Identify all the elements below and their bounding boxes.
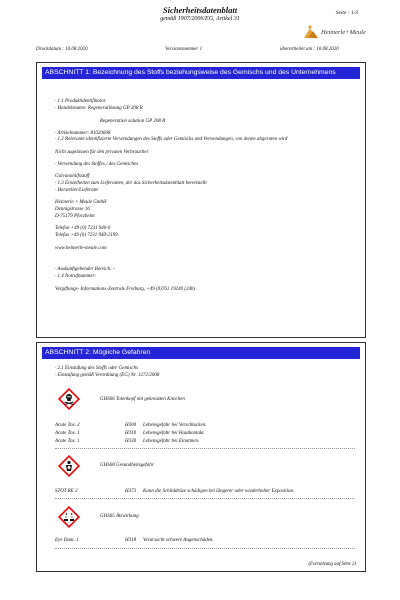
- divider: [55, 448, 355, 449]
- ghs05-label: GHS05 Ätzwirkung: [100, 514, 139, 519]
- manufacturer-label: · Hersteller/Lieferant:: [55, 188, 100, 193]
- document-title: Sicherheitsdatenblatt: [162, 5, 238, 15]
- company-name: Heimerle + Meule GmbH: [55, 200, 107, 205]
- not-for-private-use: Nicht zugelassen für den privaten Verbraucher.: [55, 150, 150, 155]
- health-hazard-icon: [58, 455, 80, 477]
- corrosion-icon: [58, 506, 80, 528]
- supplier-details-label: · 1.3 Einzelheiten zum Lieferanten, der das Sicherheitsdatenblatt bereitstellt: [55, 181, 207, 186]
- info-department: · Auskunftgebender Bereich: -: [55, 267, 115, 272]
- product-identifier-label: · 1.1 Produktidentifikator: [55, 99, 106, 104]
- use-value: Galvanohilfsstoff: [55, 174, 90, 179]
- skull-crossbones-icon: [58, 388, 80, 410]
- company-fax: Telefax +49 (0) 7231 940-2199: [55, 233, 118, 238]
- document-subtitle: gemäß 1907/2006/EG, Artikel 31: [160, 16, 240, 22]
- article-number: · Artikelnummer: 81020608: [55, 131, 111, 136]
- trade-name: · Handelsname: Regeneratlösung GP 208 R: [55, 106, 143, 111]
- classification-label: · 2.1 Einstufung des Stoffs oder Gemischs: [55, 366, 139, 371]
- print-date: Druckdatum : 10.08.2020: [36, 47, 88, 52]
- regulation-label: · Einstufung gemäß Verordnung (EG) Nr. 1272/2008: [55, 373, 160, 378]
- divider: [55, 498, 355, 499]
- section-2-heading: ABSCHNITT 2: Mögliche Gefahren: [42, 347, 360, 359]
- emergency-number-value: Vergiftungs- Informations-Zentrale Freiburg, +49 (0)761 19240 (24h): [55, 287, 196, 292]
- ghs06-label: GHS06 Totenkopf mit gekreuzten Knochen: [100, 397, 185, 402]
- emergency-number-label: · 1.4 Notrufnummer:: [55, 274, 97, 279]
- company-street: Dennigstrasse 16: [55, 207, 90, 212]
- section-1-heading: ABSCHNITT 1: Bezeichnung des Stoffs beziehungsweise des Gemischs und des Unternehmens: [42, 67, 360, 79]
- company-website[interactable]: www.heimerle-meule.com: [55, 246, 107, 251]
- logo-text: Heimerle+Meule: [321, 29, 366, 36]
- version-number: Versionsnummer 1: [165, 47, 203, 52]
- revision-date: überarbeitet am : 10.08.2020: [280, 47, 339, 52]
- continued-note: (Fortsetzung auf Seite 2): [308, 562, 356, 567]
- relevant-uses-label: · 1.2 Relevante identifizierte Verwendungen des Stoffs oder Gemischs und Verwendungen, von denen abgeraten wird: [55, 137, 288, 142]
- company-city: D-75179 Pforzheim: [55, 214, 95, 219]
- ghs08-label: GHS08 Gesundheitsgefahr: [100, 463, 154, 468]
- trade-name-english: Regeneration solution GP 208 R: [100, 119, 166, 124]
- use-label: · Verwendung des Stoffes / des Gemisches: [55, 162, 139, 167]
- divider: [55, 548, 355, 549]
- company-phone: Telefon +49 (0) 7231 940-0: [55, 226, 111, 231]
- page-number: Seite : 1/3: [335, 10, 358, 16]
